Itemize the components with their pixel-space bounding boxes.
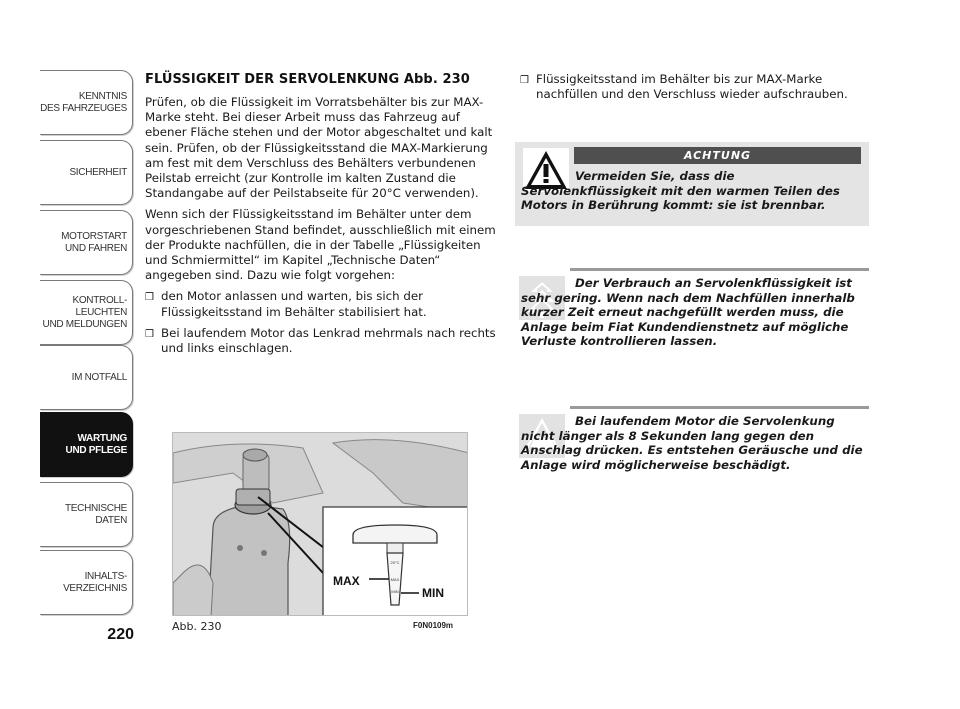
list-item-text: Bei laufendem Motor das Lenkrad mehrmals nach rechts und links einschlagen. [161,325,496,356]
divider [570,268,869,271]
checkbox-bullet-icon: ❒ [145,328,154,340]
page-number: 220 [107,626,134,643]
list-item [145,326,497,356]
list-item-text: den Motor anlassen und warten, bis sich der Flüssigkeitsstand im Behälter stabilisiert hat. [161,289,427,319]
caution-note-text: Bei laufendem Motor die Servolenkung nicht länger als 8 Sekunden lang gegen den Anschlag drücken. Es entstehen Geräusche und die Anlage wird möglicherweise beschädigt. [521,414,863,472]
list-item [520,72,870,102]
tab-sicherheit[interactable] [40,140,133,205]
tab-kenntnis[interactable] [40,70,133,135]
list-item [145,289,497,319]
tab-inhaltsverzeichnis[interactable] [40,550,133,615]
dipstick-mark-min: MIN [391,589,399,594]
warning-text: Vermeiden Sie, dass die Servolenkflüssigkeit mit den warmen Teilen des Motors in Berührung kommt: sie ist brennbar. [521,169,840,212]
dipstick-mark-20c: 20°C [390,560,400,565]
section-heading: FLÜSSIGKEIT DER SERVOLENKUNG Abb. 230 [145,72,470,87]
paragraph: Wenn sich der Flüssigkeitsstand im Behälter unter dem vorgeschriebenen Stand befindet, ausschließlich mit einem der Produkte nachfüllen, die in der Tabelle „Flüssigkeiten und Schmiermittel“ im Kapitel „Technische Daten“ angegeben sind. Dazu wie folgt vorgehen: [145,207,496,283]
label-min: MIN [422,586,444,600]
right-column [520,72,870,102]
checkbox-bullet-icon: ❒ [520,75,529,86]
warning-banner: ACHTUNG [574,147,861,164]
divider [570,406,869,409]
tab-motorstart[interactable] [40,210,133,275]
tab-label: TECHNISCHE DATEN [64,502,127,526]
figure-code: F0N0109m [413,621,454,630]
paragraph: Prüfen, ob die Flüssigkeit im Vorratsbehälter bis zur MAX-Marke steht. Bei dieser Arbeit muss das Fahrzeug auf ebener Fläche stehen und der Motor abgeschaltet und kalt sein. Prüfen, ob der Flüssigkeitsstand die MAX-Markierung am fest mit dem Verschluss des Behälters verbundenen Peilstab erreicht (zur Kontrolle im kalten Zustand die Standangabe auf der Peilstabseite für 20°C verwenden). [145,95,493,201]
tab-label: INHALTS- VERZEICHNIS [63,570,127,594]
tab-label: KENNTNIS DES FAHRZEUGES [40,90,127,114]
dipstick-mark-max: MAX [390,577,400,582]
label-max: MAX [333,574,360,588]
warning-box [515,142,869,226]
figure-caption: Abb. 230 [172,620,222,633]
environment-note-text: Der Verbrauch an Servolenkflüssigkeit ist sehr gering. Wenn nach dem Nachfüllen innerhalb kurzer Zeit erneut nachgefüllt werden muss, die Anlage beim Fiat Kundendienstnetz auf mögliche Verluste kontrollieren lassen. [521,276,855,348]
engine-bay-figure [172,432,468,616]
tab-im-notfall[interactable] [40,345,133,410]
tab-label: WARTUNG UND PFLEGE [65,432,127,456]
caution-note [515,406,869,486]
tab-label: MOTORSTART UND FAHREN [61,230,127,254]
list-item-text: Flüssigkeitsstand im Behälter bis zur MAX-Marke nachfüllen und den Verschluss wieder aufschrauben. [536,72,848,102]
tab-kontrollleuchten[interactable] [40,280,133,345]
tab-label: SICHERHEIT [69,166,127,178]
tab-label: IM NOTFALL [71,371,127,383]
tab-label: KONTROLL- LEUCHTEN UND MELDUNGEN [42,294,127,330]
environment-note [515,268,869,378]
checkbox-bullet-icon: ❒ [145,292,154,304]
main-text-column [145,72,497,362]
engine-bay-illustration [173,433,468,616]
tab-technische-daten[interactable] [40,482,133,547]
tab-wartung[interactable] [40,412,133,477]
